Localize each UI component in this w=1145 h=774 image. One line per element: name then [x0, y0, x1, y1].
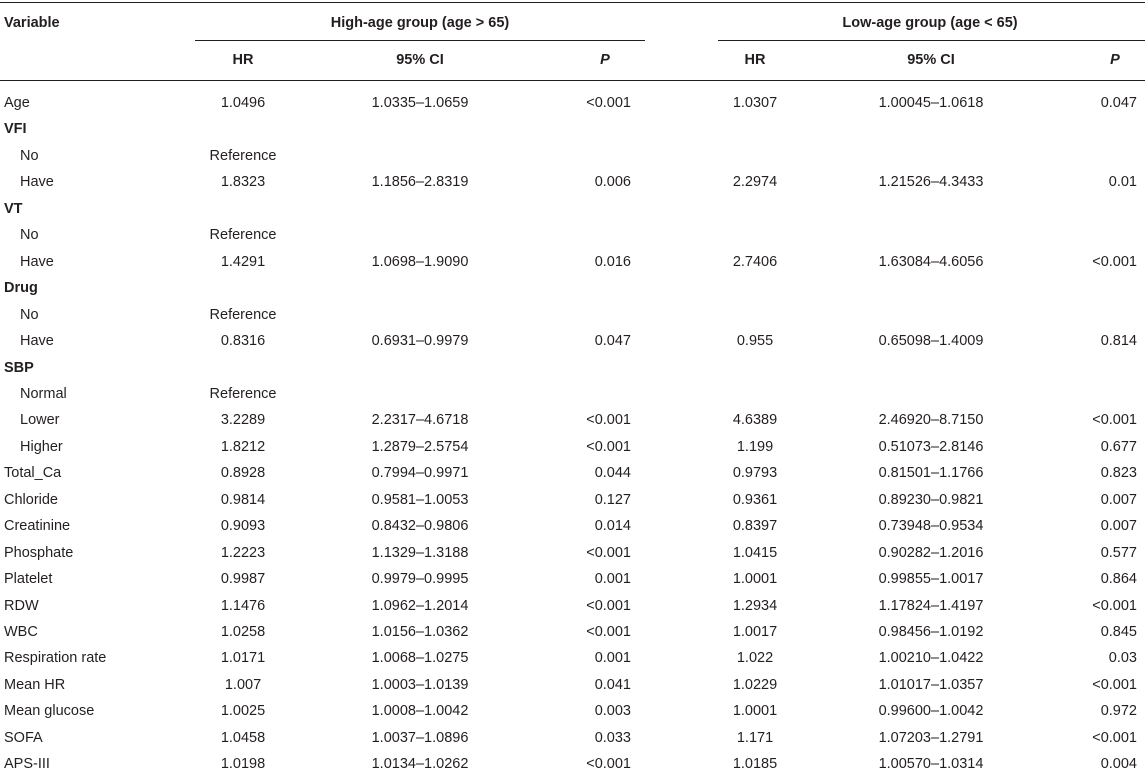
high-ci-cell: 1.0003–1.0139	[371, 676, 469, 693]
low-p-cell: 0.814	[1100, 333, 1137, 350]
low-p-cell: <0.001	[1092, 676, 1137, 693]
high-p-cell: <0.001	[586, 412, 631, 429]
high-hr-cell: 0.9093	[220, 518, 266, 535]
row-label: Platelet	[4, 571, 53, 588]
section-label: VFI	[4, 121, 27, 138]
row-label: No	[20, 306, 39, 323]
low-ci-cell: 0.89230–0.9821	[878, 491, 984, 508]
high-hr-cell: 1.0258	[220, 624, 266, 640]
low-hr-cell: 0.8397	[732, 518, 778, 535]
header-high-p: P	[600, 52, 610, 68]
low-hr-cell: 1.0001	[732, 703, 778, 720]
high-p-cell: 0.001	[594, 571, 631, 588]
section-label: VT	[4, 200, 23, 217]
high-p-cell: <0.001	[586, 438, 631, 455]
row-label: Mean glucose	[4, 703, 95, 720]
low-hr-cell: 1.0307	[732, 95, 778, 111]
low-ci-cell: 0.73948–0.9534	[878, 518, 984, 535]
section-label: SBP	[4, 359, 34, 376]
high-hr-cell: 1.4291	[220, 253, 266, 270]
low-p-cell: 0.864	[1100, 571, 1137, 588]
low-hr-cell: 1.0185	[732, 756, 778, 773]
high-p-cell: 0.006	[594, 174, 631, 191]
row-label: RDW	[4, 597, 39, 614]
row-label: Respiration rate	[4, 650, 107, 667]
section-label: Drug	[4, 280, 38, 297]
high-hr-cell: Reference	[209, 385, 277, 402]
low-hr-cell: 4.6389	[732, 412, 778, 429]
high-hr-cell: 0.9814	[220, 491, 266, 508]
high-hr-cell: 1.0198	[220, 756, 266, 773]
high-ci-cell: 1.0335–1.0659	[371, 95, 469, 111]
high-p-cell: <0.001	[586, 624, 631, 640]
high-hr-cell: 1.0171	[220, 650, 266, 667]
high-ci-cell: 0.6931–0.9979	[371, 333, 469, 350]
high-ci-cell: 1.0134–1.0262	[371, 756, 469, 773]
low-ci-cell: 1.17824–1.4197	[878, 597, 984, 614]
high-hr-cell: Reference	[209, 306, 277, 323]
low-hr-cell: 0.9793	[732, 465, 778, 482]
low-p-cell: <0.001	[1092, 412, 1137, 429]
high-p-cell: 0.127	[594, 491, 631, 508]
low-ci-cell: 1.21526–4.3433	[878, 174, 984, 191]
low-ci-cell: 1.00570–1.0314	[878, 756, 984, 773]
high-hr-cell: 1.0496	[220, 95, 266, 111]
high-ci-cell: 1.0962–1.2014	[371, 597, 469, 614]
row-label: Lower	[20, 412, 60, 429]
low-p-cell: 0.577	[1100, 544, 1137, 561]
low-p-cell: 0.007	[1100, 491, 1137, 508]
row-label: Age	[4, 95, 30, 111]
row-label: WBC	[4, 624, 38, 640]
high-hr-cell: 0.8928	[220, 465, 266, 482]
header-high-hr: HR	[232, 52, 254, 68]
row-label: Have	[20, 333, 54, 350]
row-label: Creatinine	[4, 518, 71, 535]
high-p-cell: <0.001	[586, 95, 631, 111]
high-ci-cell: 1.1329–1.3188	[371, 544, 469, 561]
high-hr-cell: 1.1476	[220, 597, 266, 614]
high-p-cell: <0.001	[586, 544, 631, 561]
low-hr-cell: 1.0001	[732, 571, 778, 588]
high-p-cell: <0.001	[586, 597, 631, 614]
row-label: Have	[20, 253, 54, 270]
low-p-cell: <0.001	[1092, 597, 1137, 614]
low-p-cell: 0.972	[1100, 703, 1137, 720]
low-p-cell: 0.047	[1100, 95, 1137, 111]
high-hr-cell: 0.9987	[220, 571, 266, 588]
high-p-cell: 0.003	[594, 703, 631, 720]
low-hr-cell: 1.0415	[732, 544, 778, 561]
low-p-cell: 0.823	[1100, 465, 1137, 482]
row-label: Higher	[20, 438, 63, 455]
header-high-age-group: High-age group (age > 65)	[330, 15, 510, 31]
low-ci-cell: 0.98456–1.0192	[878, 624, 984, 640]
row-label: Mean HR	[4, 676, 66, 693]
header-low-age-group: Low-age group (age < 65)	[842, 15, 1018, 31]
high-p-cell: 0.047	[594, 333, 631, 350]
low-hr-cell: 1.0229	[732, 676, 778, 693]
low-ci-cell: 0.99855–1.0017	[878, 571, 984, 588]
high-p-cell: 0.016	[594, 253, 631, 270]
low-p-cell: <0.001	[1092, 253, 1137, 270]
low-hr-cell: 2.2974	[732, 174, 778, 191]
low-hr-cell: 1.199	[736, 438, 774, 455]
header-bottom-rule	[0, 80, 1145, 81]
table-top-rule	[0, 2, 1145, 3]
high-ci-cell: 2.2317–4.6718	[371, 412, 469, 429]
low-ci-cell: 1.07203–1.2791	[878, 729, 984, 746]
high-ci-cell: 1.2879–2.5754	[371, 438, 469, 455]
high-p-cell: 0.001	[594, 650, 631, 667]
high-hr-cell: 1.0025	[220, 703, 266, 720]
row-label: Have	[20, 174, 54, 191]
high-group-underline	[195, 40, 645, 41]
low-ci-cell: 1.00045–1.0618	[878, 95, 984, 111]
high-ci-cell: 1.0698–1.9090	[371, 253, 469, 270]
low-ci-cell: 0.51073–2.8146	[878, 438, 984, 455]
row-label: Phosphate	[4, 544, 74, 561]
low-hr-cell: 1.2934	[732, 597, 778, 614]
row-label: Normal	[20, 385, 67, 402]
high-ci-cell: 0.8432–0.9806	[371, 518, 469, 535]
high-p-cell: 0.014	[594, 518, 631, 535]
low-hr-cell: 1.022	[736, 650, 774, 667]
high-p-cell: <0.001	[586, 756, 631, 773]
low-ci-cell: 0.90282–1.2016	[878, 544, 984, 561]
header-low-hr: HR	[744, 52, 766, 68]
row-label: SOFA	[4, 729, 43, 746]
high-p-cell: 0.044	[594, 465, 631, 482]
header-low-p: P	[1110, 52, 1120, 68]
header-high-ci: 95% CI	[396, 52, 444, 68]
high-ci-cell: 1.0008–1.0042	[371, 703, 469, 720]
high-hr-cell: 0.8316	[220, 333, 266, 350]
high-ci-cell: 1.0068–1.0275	[371, 650, 469, 667]
low-hr-cell: 0.9361	[732, 491, 778, 508]
high-p-cell: 0.041	[594, 676, 631, 693]
low-ci-cell: 1.01017–1.0357	[878, 676, 984, 693]
low-p-cell: 0.007	[1100, 518, 1137, 535]
high-ci-cell: 0.9979–0.9995	[371, 571, 469, 588]
row-label: Chloride	[4, 491, 58, 508]
low-p-cell: 0.03	[1108, 650, 1137, 667]
low-hr-cell: 2.7406	[732, 253, 778, 270]
high-hr-cell: 1.2223	[220, 544, 266, 561]
row-label: No	[20, 147, 39, 164]
low-p-cell: 0.677	[1100, 438, 1137, 455]
low-hr-cell: 0.955	[736, 333, 774, 350]
high-ci-cell: 0.7994–0.9971	[371, 465, 469, 482]
high-ci-cell: 1.0037–1.0896	[371, 729, 469, 746]
row-label: APS-III	[4, 756, 50, 773]
header-low-ci: 95% CI	[907, 52, 955, 68]
low-ci-cell: 0.81501–1.1766	[878, 465, 984, 482]
row-label: No	[20, 227, 39, 244]
header-variable: Variable	[4, 15, 60, 31]
low-ci-cell: 1.63084–4.6056	[878, 253, 984, 270]
high-hr-cell: 1.0458	[220, 729, 266, 746]
low-hr-cell: 1.0017	[732, 624, 778, 640]
low-p-cell: 0.01	[1108, 174, 1137, 191]
low-group-underline	[718, 40, 1145, 41]
low-hr-cell: 1.171	[736, 729, 774, 746]
high-hr-cell: 3.2289	[220, 412, 266, 429]
high-ci-cell: 0.9581–1.0053	[371, 491, 469, 508]
high-hr-cell: Reference	[209, 147, 277, 164]
high-hr-cell: 1.8212	[220, 438, 266, 455]
low-ci-cell: 0.65098–1.4009	[878, 333, 984, 350]
high-p-cell: 0.033	[594, 729, 631, 746]
high-hr-cell: 1.8323	[220, 174, 266, 191]
high-hr-cell: 1.007	[224, 676, 262, 693]
low-ci-cell: 1.00210–1.0422	[878, 650, 984, 667]
high-ci-cell: 1.0156–1.0362	[371, 624, 469, 640]
low-p-cell: <0.001	[1092, 729, 1137, 746]
high-hr-cell: Reference	[209, 227, 277, 244]
low-p-cell: 0.845	[1100, 624, 1137, 640]
row-label: Total_Ca	[4, 465, 62, 482]
high-ci-cell: 1.1856–2.8319	[371, 174, 469, 191]
low-p-cell: 0.004	[1100, 756, 1137, 773]
low-ci-cell: 0.99600–1.0042	[878, 703, 984, 720]
low-ci-cell: 2.46920–8.7150	[878, 412, 984, 429]
